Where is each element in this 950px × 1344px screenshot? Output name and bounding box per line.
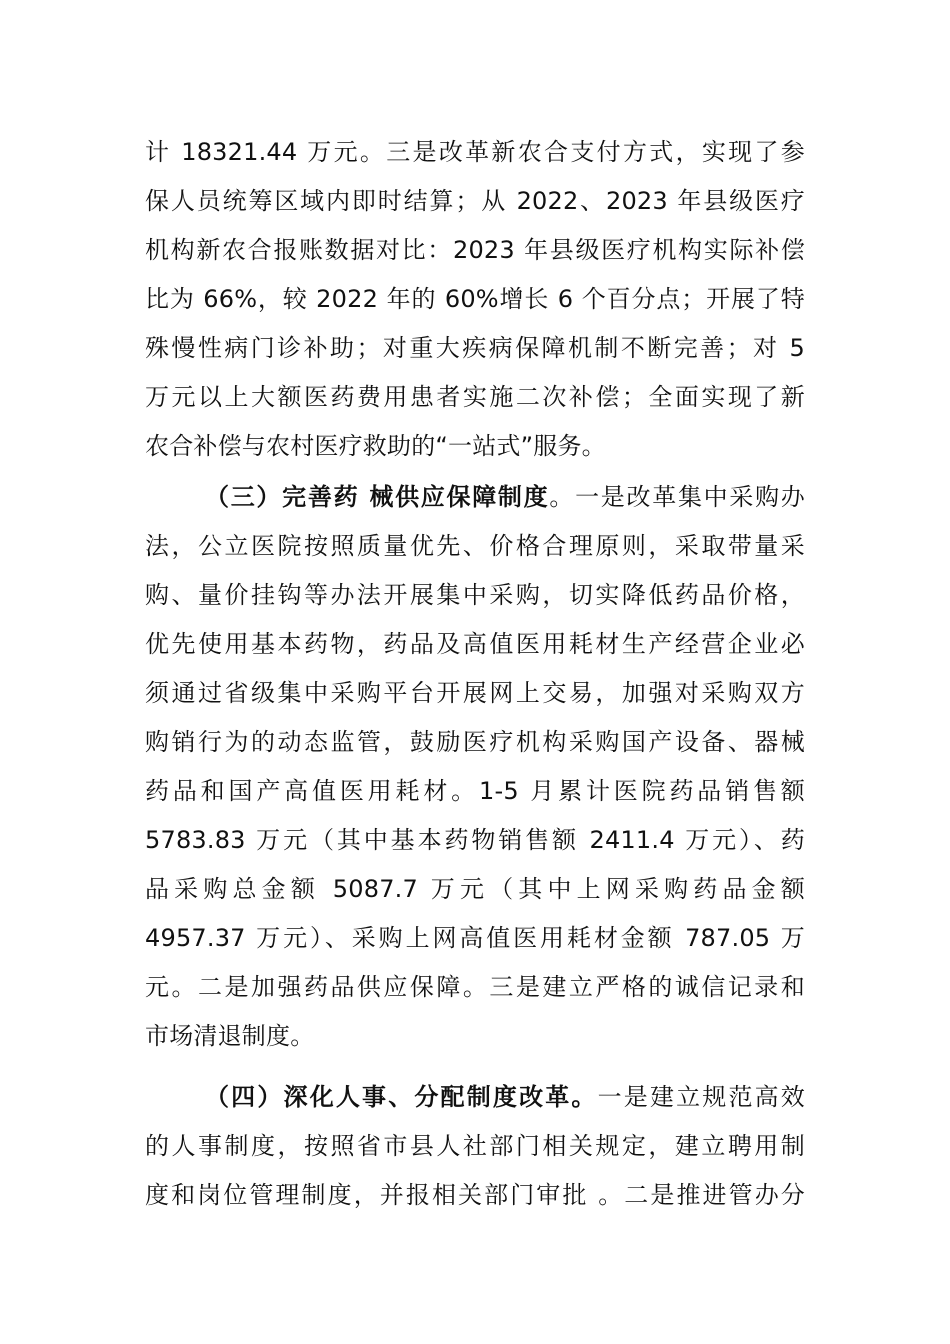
section-3-first-line-text: 。一是改革集中采购办 bbox=[549, 483, 806, 511]
body-text-line: 购销行为的动态监管，鼓励医疗机构采购国产设备、器械 bbox=[145, 728, 805, 756]
body-text-line: 法，公立医院按照质量优先、价格合理原则，采取带量采 bbox=[145, 532, 805, 560]
section-4-first-line bbox=[205, 1080, 805, 1114]
body-text-line: 购、量价挂钩等办法开展集中采购，切实降低药品价格， bbox=[145, 581, 805, 609]
body-text-line: 品采购总金额 5087.7 万元（其中上网采购药品金额 bbox=[145, 875, 805, 903]
body-text-line: 比为 66%，较 2022 年的 60%增长 6 个百分点；开展了特 bbox=[145, 285, 805, 313]
body-text-line: 须通过省级集中采购平台开展网上交易，加强对采购双方 bbox=[145, 679, 805, 707]
body-text-line: 元。二是加强药品供应保障。三是建立严格的诚信记录和 bbox=[145, 973, 805, 1001]
section-3-heading: （三）完善药 械供应保障制度 bbox=[205, 483, 550, 511]
body-text-line: 农合补偿与农村医疗救助的“一站式”服务。 bbox=[145, 432, 606, 460]
body-text-line: 优先使用基本药物，药品及高值医用耗材生产经营企业必 bbox=[145, 630, 805, 658]
section-4-first-line-text: 一是建立规范高效 bbox=[597, 1083, 805, 1111]
section-4-heading: （四）深化人事、分配制度改革。 bbox=[205, 1083, 598, 1111]
body-text-line: 度和岗位管理制度，并报相关部门审批 。二是推进管办分 bbox=[145, 1181, 805, 1209]
section-3-first-line bbox=[205, 480, 805, 514]
body-text-line: 万元以上大额医药费用患者实施二次补偿；全面实现了新 bbox=[145, 383, 805, 411]
body-text-line: 计 18321.44 万元。三是改革新农合支付方式，实现了参 bbox=[145, 138, 805, 166]
body-text-line: 5783.83 万元（其中基本药物销售额 2411.4 万元）、药 bbox=[145, 826, 805, 854]
body-text-line: 保人员统筹区域内即时结算；从 2022、2023 年县级医疗 bbox=[145, 187, 805, 215]
body-text-line: 殊慢性病门诊补助；对重大疾病保障机制不断完善；对 5 bbox=[145, 334, 805, 362]
body-text-line: 的人事制度，按照省市县人社部门相关规定，建立聘用制 bbox=[145, 1132, 805, 1160]
body-text-line: 药品和国产高值医用耗材。1-5 月累计医院药品销售额 bbox=[145, 777, 805, 805]
body-text-line: 市场清退制度。 bbox=[145, 1022, 315, 1050]
body-text-line: 4957.37 万元）、采购上网高值医用耗材金额 787.05 万 bbox=[145, 924, 805, 952]
body-text-line: 机构新农合报账数据对比：2023 年县级医疗机构实际补偿 bbox=[145, 236, 805, 264]
